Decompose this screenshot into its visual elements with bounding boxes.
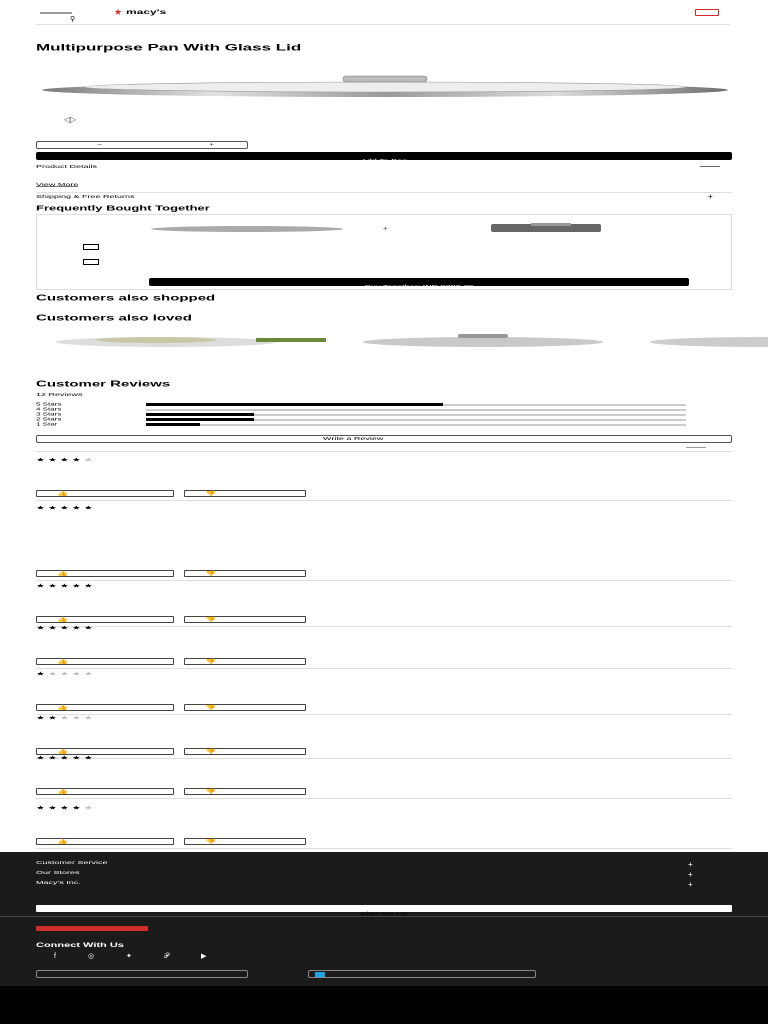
helpful-yes-button[interactable] — [36, 616, 174, 623]
thumbs-down-icon: 👎 — [205, 704, 217, 710]
buy-together-button[interactable] — [149, 278, 689, 289]
fbt-heading: Frequently Bought Together — [36, 203, 210, 213]
social-icons[interactable]: f◎✦𝒫▶ — [54, 953, 239, 960]
sort-select[interactable] — [36, 445, 732, 452]
card-image — [36, 332, 326, 350]
divider — [36, 754, 732, 761]
thumbs-up-icon: 👍 — [57, 704, 69, 710]
review-stars: ★★★★★ — [36, 582, 96, 589]
helpful-yes-button[interactable] — [36, 658, 174, 665]
thumbs-up-icon: 👍 — [57, 490, 69, 496]
rating-bar-fill — [146, 403, 443, 406]
footer-link[interactable]: Our Stores — [36, 869, 80, 875]
customers-loved-heading: Customers also loved — [36, 313, 192, 323]
thumbs-down-icon: 👎 — [205, 570, 217, 576]
bag-icon[interactable] — [695, 9, 719, 16]
plus-icon: + — [383, 224, 388, 233]
qty-minus-icon[interactable]: − — [97, 141, 103, 147]
divider — [36, 798, 732, 799]
review-stars: ★★★★★ — [36, 456, 96, 463]
add-to-bag-label: Add To Bag — [360, 157, 408, 163]
helpful-no-button[interactable] — [184, 838, 306, 845]
thumbs-up-icon: 👍 — [57, 748, 69, 754]
rating-bar-label[interactable]: 3 Stars — [36, 411, 62, 417]
rating-bar-label[interactable]: 2 Stars — [36, 416, 62, 422]
divider — [36, 848, 732, 849]
rating-bar-label[interactable]: 4 Stars — [36, 406, 62, 412]
image-nav-arrows-icon[interactable]: ◁▷ — [64, 115, 77, 124]
review-stars: ★★★★★ — [36, 754, 96, 761]
rating-bar-label[interactable]: 5 Stars — [36, 401, 62, 407]
fbt-item2-image[interactable] — [451, 221, 651, 235]
view-more-link[interactable]: View More — [36, 181, 79, 187]
connect-heading: Connect With Us — [36, 941, 124, 949]
fbt-item1-checkbox[interactable] — [83, 244, 99, 250]
quantity-stepper[interactable] — [36, 141, 248, 149]
helpful-yes-button[interactable] — [36, 704, 174, 711]
expand-plus-icon[interactable]: + — [688, 880, 693, 889]
write-review-label: Write a Review — [323, 435, 384, 441]
divider — [36, 668, 732, 669]
product-card[interactable] — [36, 332, 326, 389]
rating-bar-track — [146, 409, 686, 411]
shipping-returns-label[interactable]: Shipping & Free Returns — [36, 193, 135, 199]
rating-bar-fill — [146, 423, 200, 426]
google-play-button[interactable] — [308, 970, 536, 978]
macys-star-icon: ★ — [114, 7, 123, 17]
thumbs-down-icon: 👎 — [205, 748, 217, 754]
product-card[interactable] — [640, 332, 768, 384]
thumbs-up-icon: 👍 — [57, 788, 69, 794]
buy-together-label: Buy Together: INR 9280.38 — [364, 283, 474, 289]
divider — [36, 192, 732, 193]
helpful-yes-button[interactable] — [36, 570, 174, 577]
product-details-label[interactable]: Product Details — [36, 163, 98, 169]
add-to-bag-button[interactable] — [36, 152, 732, 163]
thumbs-up-icon: 👍 — [57, 838, 69, 844]
thumbs-down-icon: 👎 — [205, 490, 217, 496]
helpful-yes-button[interactable] — [36, 490, 174, 497]
write-review-button[interactable] — [36, 435, 732, 443]
glass-lid — [85, 82, 685, 92]
thumbs-down-icon: 👎 — [205, 788, 217, 794]
app-store-button[interactable] — [36, 970, 248, 978]
review-stars: ★★★★★ — [36, 804, 96, 811]
sign-up-button[interactable] — [36, 905, 732, 916]
expand-plus-icon[interactable]: + — [688, 870, 693, 879]
divider — [36, 500, 732, 501]
rating-bar-label[interactable]: 1 Star — [36, 421, 58, 427]
customers-shopped-heading: Customers also shopped — [36, 293, 216, 303]
google-play-icon — [315, 972, 325, 977]
brand-logo[interactable]: macy's — [126, 7, 167, 16]
thumbs-up-icon: 👍 — [57, 616, 69, 622]
divider — [0, 916, 768, 917]
helpful-no-button[interactable] — [184, 490, 306, 497]
qty-plus-icon[interactable]: + — [209, 141, 215, 147]
pan-svg — [40, 72, 730, 108]
review-stars: ★★★★★ — [36, 714, 96, 721]
divider — [36, 714, 732, 715]
thumbs-up-icon: 👍 — [57, 658, 69, 664]
helpful-no-button[interactable] — [184, 570, 306, 577]
helpful-yes-button[interactable] — [36, 788, 174, 795]
footer — [0, 852, 768, 1024]
card-image — [338, 332, 628, 350]
divider — [36, 24, 730, 25]
collapse-icon[interactable] — [700, 166, 720, 167]
rating-bar-fill — [146, 418, 254, 421]
thumbs-up-icon: 👍 — [57, 570, 69, 576]
helpful-no-button[interactable] — [184, 704, 306, 711]
chevron-down-icon — [686, 447, 706, 448]
fbt-item2-checkbox[interactable] — [83, 259, 99, 265]
review-stars: ★★★★★ — [36, 670, 96, 677]
helpful-yes-button[interactable] — [36, 838, 174, 845]
thumbs-down-icon: 👎 — [205, 616, 217, 622]
rating-bar-track — [146, 424, 686, 426]
fbt-card — [36, 214, 732, 290]
search-row — [0, 16, 768, 24]
divider — [36, 626, 732, 627]
product-title-line2: Multipurpose Pan With Glass Lid — [36, 42, 302, 53]
lid-handle — [343, 76, 427, 82]
expand-plus-icon[interactable]: + — [688, 860, 693, 869]
helpful-no-button[interactable] — [184, 658, 306, 665]
helpful-no-button[interactable] — [184, 788, 306, 795]
review-count: 12 Reviews — [36, 391, 83, 397]
reviews-heading: Customer Reviews — [36, 379, 171, 389]
thumbs-down-icon: 👎 — [205, 838, 217, 844]
product-card[interactable] — [338, 332, 628, 384]
fbt-item1-image[interactable] — [147, 223, 347, 235]
hamburger-menu-icon[interactable] — [40, 12, 72, 14]
expand-plus-icon[interactable]: + — [708, 192, 713, 201]
review-stars: ★★★★★ — [36, 504, 96, 511]
card-image — [640, 332, 768, 350]
helpful-no-button[interactable] — [184, 748, 306, 755]
sign-up-label: Sign Me Up — [360, 910, 408, 916]
footer-link[interactable]: Macy's Inc. — [36, 879, 81, 885]
macys-card-image[interactable] — [36, 926, 148, 931]
footer-link[interactable]: Customer Service — [36, 859, 108, 865]
divider — [36, 580, 732, 581]
legal-bar — [0, 986, 768, 1024]
product-image[interactable] — [40, 72, 730, 108]
review-stars: ★★★★★ — [36, 624, 96, 631]
rating-bar-fill — [146, 413, 254, 416]
helpful-no-button[interactable] — [184, 616, 306, 623]
search-icon: ⚲ — [70, 16, 76, 23]
thumbs-down-icon: 👎 — [205, 658, 217, 664]
